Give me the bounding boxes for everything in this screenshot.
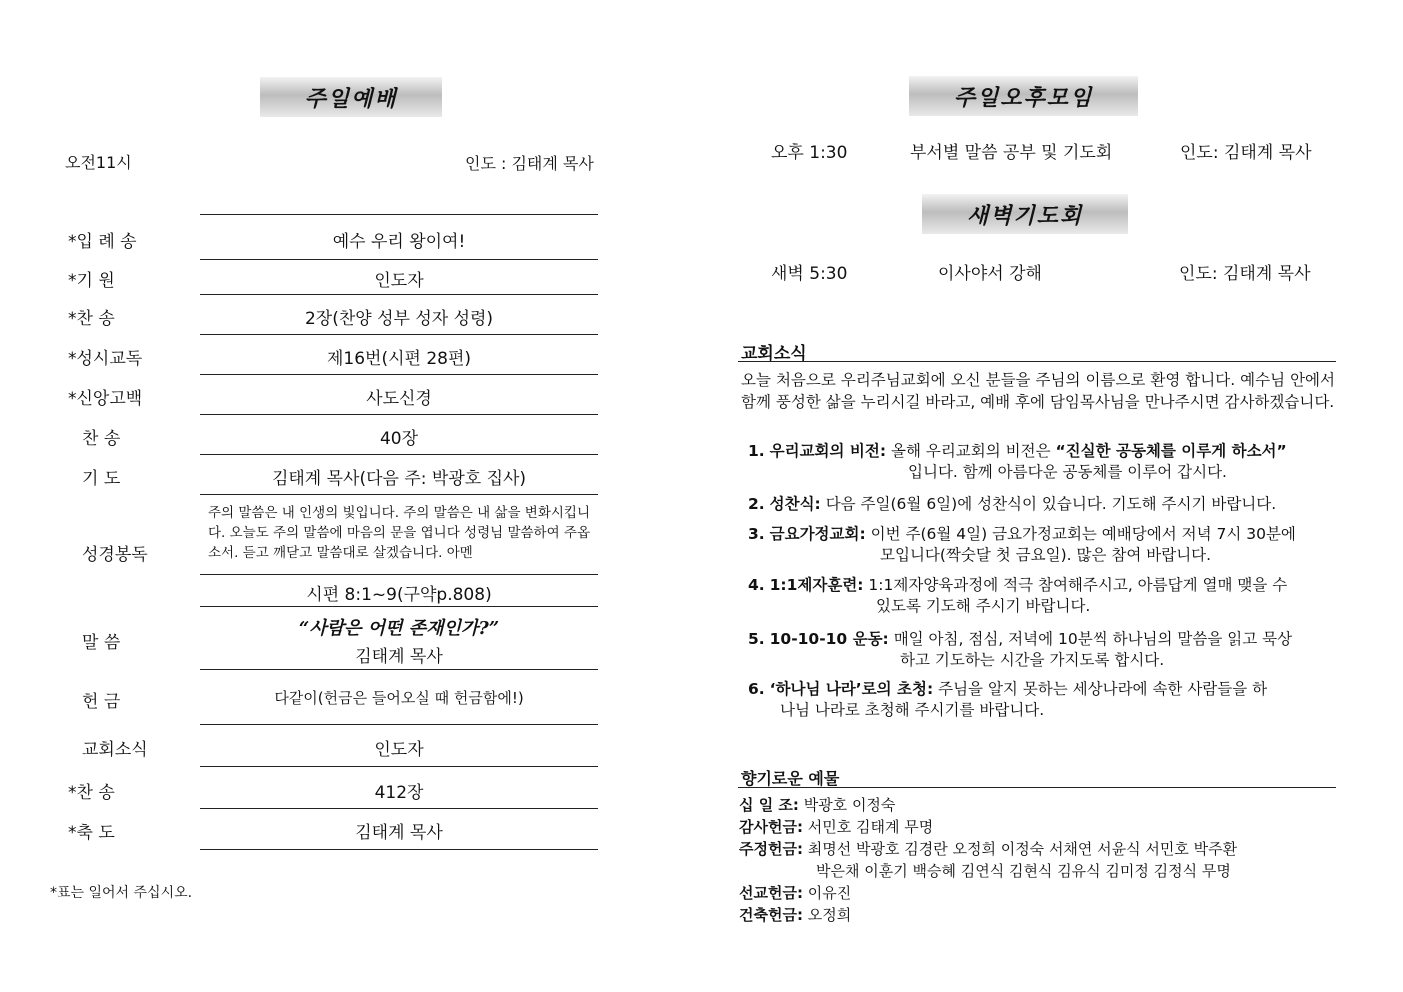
news-item-text: 하고 기도하는 시간을 가지도록 합시다. (900, 651, 1165, 669)
news-item (748, 494, 1336, 515)
news-item-text: 있도록 기도해 주시기 바랍니다. (876, 597, 1091, 615)
order-label: 기 도 (82, 469, 121, 489)
news-item-text: 매일 아침, 점심, 저녁에 10분씩 하나님의 말씀을 읽고 묵상 (893, 630, 1293, 648)
worship-time: 오전11시 (65, 153, 132, 172)
news-item-title: 1:1제자훈련: (769, 576, 864, 594)
news-item (748, 629, 1336, 671)
hymn-content: 412장 (374, 783, 424, 803)
order-label: 찬 송 (82, 429, 121, 449)
offerings-title: 향기로운 예물 (741, 769, 840, 788)
news-item-text: 올해 우리교회의 비전은 (890, 442, 1056, 460)
offering-row-label: 십 일 조: (739, 796, 799, 814)
news-label: 교회소식 (82, 740, 148, 760)
order-content: 40장 (379, 429, 419, 449)
news-item-text: 주님을 알지 못하는 세상나라에 속한 사람들을 하 (938, 680, 1268, 698)
scripture-passage: 시편 8:1~9(구약p.808) (306, 585, 492, 605)
offering-row-label: 주정헌금: (739, 840, 803, 858)
news-item-number: 1. (748, 442, 765, 460)
news-item-number: 3. (748, 525, 765, 543)
afternoon-desc: 부서별 말씀 공부 및 기도회 (910, 143, 1113, 163)
news-item-text: 모입니다(짝숫달 첫 금요일). 많은 참여 바랍니다. (880, 546, 1212, 564)
news-item-title: 우리교회의 비전: (769, 442, 887, 460)
news-item-text: 다음 주일(6월 6일)에 성찬식이 있습니다. 기도해 주시기 바랍니다. (825, 495, 1277, 513)
news-item-text: 나님 나라로 초청해 주시기를 바랍니다. (780, 701, 1045, 719)
offering-row (739, 882, 851, 903)
news-item-text: 이번 주(6월 4일) 금요가정교회는 예배당에서 저녁 7시 30분에 (870, 525, 1296, 543)
order-label: *신앙고백 (68, 389, 143, 409)
news-item (748, 441, 1336, 483)
afternoon-time: 오후 1:30 (771, 143, 848, 163)
order-label: *기 원 (68, 271, 115, 291)
offering-row-names: 최명선 박광호 김경란 오정희 이정숙 서채연 서윤식 서민호 박주환 (807, 840, 1238, 858)
sermon-preacher: 김태계 목사 (355, 647, 443, 667)
news-content: 인도자 (374, 740, 424, 760)
afternoon-meeting-banner: 주일오후모임 (909, 76, 1138, 116)
worship-leader: 인도 : 김태계 목사 (465, 154, 594, 173)
offering-row-names: 박광호 이정숙 (803, 796, 896, 814)
order-label: *성시교독 (68, 349, 143, 369)
news-item-number: 5. (748, 630, 765, 648)
sermon-title: “사람은 어떤 존재인가?” (298, 618, 500, 639)
afternoon-leader: 인도: 김태계 목사 (1180, 143, 1312, 163)
scripture-prayer: 주의 말씀은 내 인생의 빛입니다. 주의 말씀은 내 삶을 변화시킵니다. 오늘도 주의 말씀에 마음의 문을 엽니다 성령님 말씀하여 주옵소서. 듣고 깨닫고 말씀대로 살겠습니다. 아멘 (208, 505, 590, 561)
offering-row-names: 이유진 (807, 884, 852, 902)
hymn-label: *찬 송 (68, 783, 115, 803)
vision-highlight: “진실한 공동체를 이루게 하소서” (1055, 442, 1287, 460)
order-label: *찬 송 (68, 309, 115, 329)
order-content: 사도신경 (366, 389, 432, 409)
news-item-text: 1:1제자양육과정에 적극 참여해주시고, 아름답게 열매 맺을 수 (868, 576, 1288, 594)
sunday-worship-banner: 주일예배 (260, 77, 442, 117)
offering-row-label: 감사헌금: (739, 818, 803, 836)
news-item-title: ‘하나님 나라’로의 초청: (769, 680, 934, 698)
order-content: 제16번(시편 28편) (326, 349, 472, 369)
offering-row (739, 838, 1237, 859)
news-item-title: 성찬식: (769, 495, 821, 513)
order-content: 2장(찬양 성부 성자 성령) (304, 309, 494, 329)
news-item (748, 524, 1336, 566)
news-item-number: 6. (748, 680, 765, 698)
order-label: *입 례 송 (68, 232, 137, 252)
benediction-content: 김태계 목사 (355, 823, 443, 843)
offering-row-names: 서민호 김태계 무명 (807, 818, 934, 836)
church-news-intro: 오늘 처음으로 우리주님교회에 오신 분들을 주님의 이름으로 환영 합니다. 예수님 안에서 함께 풍성한 삶을 누리시길 바라고, 예배 후에 담임목사님을 만나주시면 감사하겠습니다. (741, 371, 1335, 411)
news-item-title: 금요가정교회: (769, 525, 866, 543)
benediction-label: *축 도 (68, 823, 115, 843)
order-content: 예수 우리 왕이여! (332, 232, 466, 252)
news-item-title: 10-10-10 운동: (769, 630, 889, 648)
offering-row-label: 선교헌금: (739, 884, 803, 902)
news-item-number: 2. (748, 495, 765, 513)
news-item-number: 4. (748, 576, 765, 594)
scripture-label: 성경봉독 (82, 545, 148, 565)
dawn-desc: 이사야서 강해 (938, 264, 1042, 284)
dawn-time: 새벽 5:30 (771, 264, 848, 284)
news-item-text: 입니다. 함께 아름다운 공동체를 이루어 갑시다. (908, 463, 1227, 481)
offering-row (739, 816, 933, 837)
dawn-prayer-banner: 새벽기도회 (922, 194, 1128, 234)
offering-row-names: 오정희 (807, 906, 852, 924)
offering-row (739, 904, 851, 925)
dawn-leader: 인도: 김태계 목사 (1179, 264, 1311, 284)
offering-label: 헌 금 (82, 692, 121, 712)
news-item (748, 679, 1336, 721)
offering-row (739, 794, 895, 815)
church-news-title: 교회소식 (741, 344, 807, 364)
sermon-label: 말 씀 (82, 633, 121, 653)
order-content: 김태계 목사(다음 주: 박광호 집사) (271, 469, 527, 489)
footnote: *표는 일어서 주십시오. (50, 885, 193, 901)
offering-row-continued: 박은채 이훈기 백승혜 김연식 김현식 김유식 김미정 김정식 무명 (816, 862, 1231, 880)
order-content: 인도자 (374, 271, 424, 291)
offering-content: 다같이(헌금은 들어오실 때 헌금함에!) (274, 689, 524, 707)
offering-row-label: 건축헌금: (739, 906, 803, 924)
news-item (748, 575, 1336, 617)
